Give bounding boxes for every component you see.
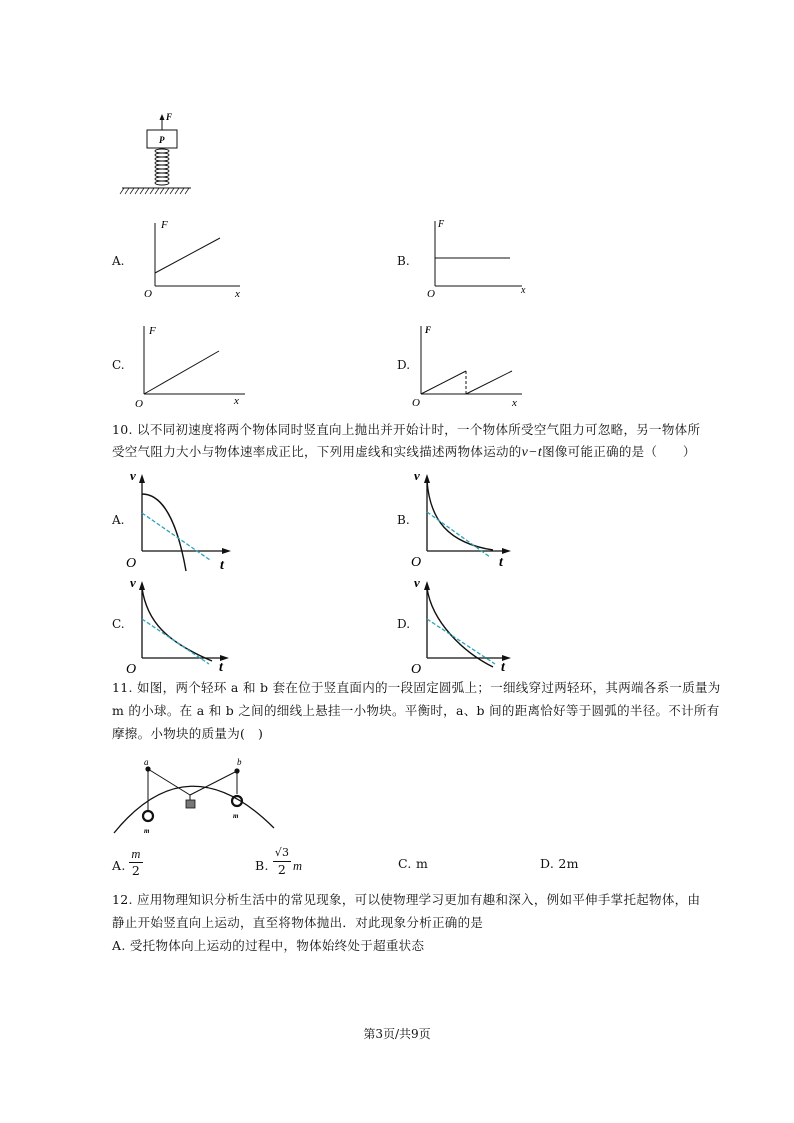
origin-label: O (411, 555, 422, 570)
q9-option-c-label: C. (112, 358, 125, 372)
mass-left-label: m (144, 827, 150, 835)
q10-option-c-label: C. (112, 617, 125, 631)
q10-option-b-label: B. (397, 513, 410, 527)
origin-label: O (427, 288, 435, 300)
graph-line (144, 351, 219, 394)
q10-graph-d (408, 572, 520, 677)
ring-b-label: b (237, 757, 242, 767)
q9-graph-d (408, 318, 528, 410)
q12-line-1: 12. 应用物理知识分析生活中的常见现象，可以使物理学习更加有趣和深入，例如平伸手掌托起物体，由 (112, 892, 701, 907)
q10-graph-b (408, 465, 518, 570)
origin-label: O (135, 398, 143, 410)
q10-line-2 (112, 441, 696, 464)
graph-line (421, 371, 466, 394)
small-block (186, 800, 195, 808)
q11-option-b-label: B. (255, 858, 269, 873)
axis-x-label: x (235, 288, 240, 300)
q11-option-b-tail: m (293, 859, 303, 873)
axis-y-label: F (161, 219, 168, 231)
q9-graph-a (140, 213, 250, 301)
ring-a-label: a (144, 757, 149, 767)
axis-x-label: x (234, 395, 239, 407)
fraction-denominator: 2 (277, 862, 287, 877)
graph-line (466, 371, 512, 394)
q10-line-1: 10. 以不同初速度将两个物体同时竖直向上抛出并开始计时，一个物体所受空气阻力可忽略，另一物体所 (112, 422, 701, 437)
q11-option-b (255, 846, 345, 884)
q9-option-d-label: D. (397, 358, 411, 372)
graph-line (155, 238, 220, 273)
origin-label: O (411, 662, 422, 677)
solid-curve (427, 588, 493, 667)
mass-right-label: m (233, 812, 239, 820)
page-footer: 第3页/共9页 (363, 1027, 431, 1041)
q11-option-a-fraction (129, 846, 143, 879)
solid-curve (142, 494, 186, 571)
fraction-numerator: √3 (273, 844, 291, 862)
q12-line-2: 静止开始竖直向上运动，直至将物体抛出．对此现象分析正确的是 (112, 915, 484, 930)
origin-label: O (412, 397, 420, 409)
solid-curve (427, 481, 493, 550)
dashed-line (142, 513, 210, 560)
axis-x-label: t (220, 558, 224, 573)
axis-y-label: F (149, 325, 156, 337)
spring-figure (115, 108, 195, 200)
q9-option-b-label: B. (397, 254, 410, 268)
q11-line-1: 11. 如图，两个轻环 a 和 b 套在位于竖直面内的一段固定圆弧上；一细线穿过两轻环，其两端各系一质量为 (112, 680, 721, 695)
q10-line-2-tail: 图像可能正确的是（ ） (542, 444, 696, 459)
q11-option-b-fraction (273, 844, 291, 878)
q9-option-a-label: A. (112, 254, 125, 268)
fraction-numerator: m (129, 846, 143, 863)
axis-y-label: F (425, 325, 432, 335)
ball-left (143, 811, 153, 821)
origin-label: O (126, 556, 137, 571)
q12-option-a: A. 受托物体向上运动的过程中，物体始终处于超重状态 (112, 938, 425, 953)
q10-math-vt: v−t (521, 445, 543, 460)
origin-label: O (126, 662, 137, 677)
block-label: P (159, 135, 165, 145)
axis-y-label: v (130, 575, 136, 590)
dashed-line (427, 619, 495, 664)
q10-option-a-label: A. (112, 513, 125, 527)
axis-x-label: x (512, 397, 517, 409)
origin-label: O (144, 288, 152, 300)
axis-x-label: x (521, 285, 526, 296)
axis-y-label: v (414, 575, 420, 590)
q10-graph-a (122, 465, 240, 573)
q11-figure (108, 752, 278, 838)
axis-x-label: t (501, 660, 505, 675)
q9-graph-c (130, 318, 248, 410)
solid-curve (142, 588, 212, 661)
q10-option-d-label: D. (397, 617, 411, 631)
axis-x-label: t (219, 660, 223, 675)
fraction-denominator: 2 (131, 863, 141, 878)
q10-graph-c (122, 572, 237, 677)
force-label: F (166, 112, 173, 122)
q11-option-a-label: A. (112, 858, 126, 873)
axis-x-label: t (499, 555, 503, 570)
q11-line-3: 摩擦。小物块的质量为( ) (112, 726, 264, 741)
axis-y-label: v (414, 468, 420, 483)
q11-option-d: D. 2m (540, 856, 579, 871)
dashed-line (427, 512, 490, 557)
q11-line-2: m 的小球。在 a 和 b 之间的细线上悬挂一小物块。平衡时，a、b 间的距离恰好等于圆弧的半径。不计所有 (112, 703, 720, 718)
q10-line-2-text: 受空气阻力大小与物体速率成正比，下列用虚线和实线描述两物体运动的 (112, 444, 522, 459)
axis-y-label: F (438, 219, 445, 230)
axis-y-label: v (130, 468, 136, 483)
q11-option-c: C. m (398, 856, 429, 871)
q9-graph-b (422, 213, 532, 301)
